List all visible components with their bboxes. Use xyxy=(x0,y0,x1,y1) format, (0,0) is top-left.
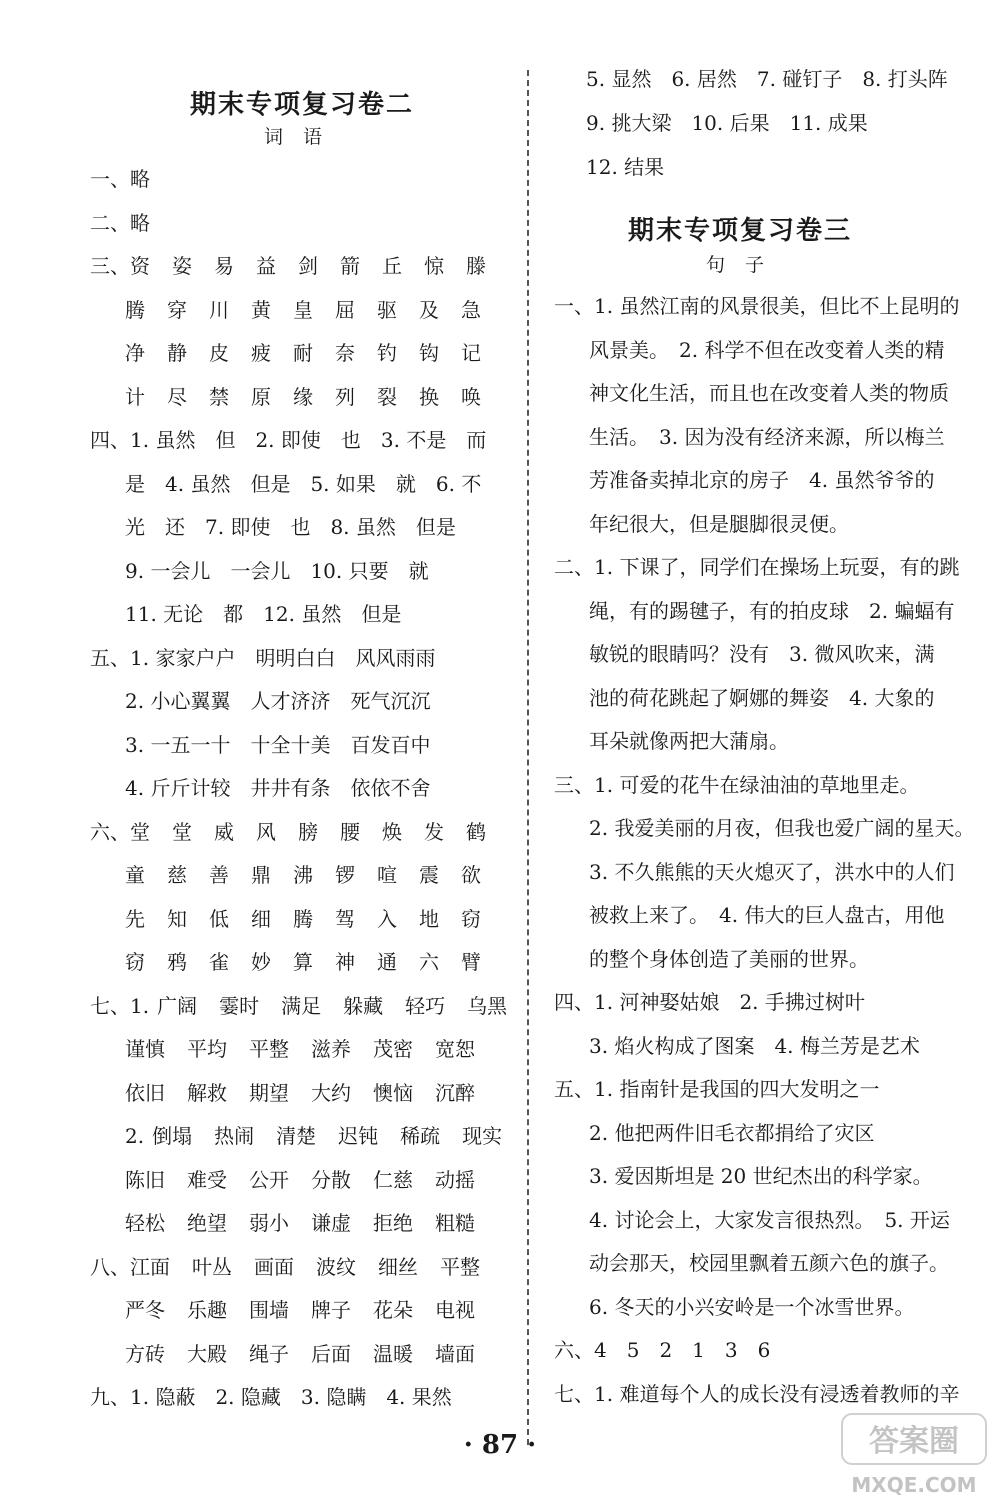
word-item: 倒塌 xyxy=(152,1124,193,1148)
character-cell: 堂 xyxy=(172,819,192,844)
answer-text: 略 xyxy=(130,210,150,235)
word-item: 沉醉 xyxy=(435,1080,475,1105)
character-cell: 箭 xyxy=(340,254,360,278)
character-cell: 益 xyxy=(256,254,276,278)
word-row xyxy=(125,1037,497,1061)
word-item: 细丝 xyxy=(378,1254,418,1279)
word-row xyxy=(125,1168,497,1192)
word-item: 滋养 xyxy=(311,1037,351,1061)
answer-text: 风景美。 2. 科学不但在改变着人类的精 xyxy=(589,337,945,362)
answer-text: 池的荷花跳起了婀娜的舞姿 4. 大象的 xyxy=(589,685,935,710)
answer-line xyxy=(125,340,503,366)
question-marker: 五、 xyxy=(554,1077,594,1101)
answer-line xyxy=(589,337,944,363)
answer-text: 被救上来了。 4. 伟大的巨人盘古，用他 xyxy=(589,903,945,927)
word-item: 严冬 xyxy=(125,1298,165,1322)
word-item: 叶丛 xyxy=(192,1254,232,1279)
answer-text: 神文化生活，而且也在改变着人类的物质 xyxy=(589,381,949,405)
answer-line xyxy=(589,380,949,406)
character-cell: 细 xyxy=(251,906,271,931)
word-item: 波纹 xyxy=(316,1254,356,1279)
answer-line xyxy=(90,645,435,671)
word-item: 乐趣 xyxy=(187,1298,227,1322)
answer-text: 芳准备卖掉北京的房子 4. 虽然爷爷的 xyxy=(589,468,935,492)
answer-text: 3. 不久熊熊的天火熄灭了，洪水中的人们 xyxy=(589,859,955,884)
word-item: 轻巧 xyxy=(405,993,446,1018)
character-cell: 禁 xyxy=(209,384,229,409)
answer-line xyxy=(125,1123,524,1149)
answer-line xyxy=(589,511,849,537)
word-item: 拒绝 xyxy=(373,1211,413,1235)
character-cell: 皮 xyxy=(209,341,229,365)
answer-text: 4. 讨论会上，大家发言很热烈。 5. 开运 xyxy=(589,1207,950,1232)
answer-line xyxy=(554,1076,879,1102)
word-item: 温暖 xyxy=(373,1341,413,1366)
character-cell: 易 xyxy=(214,254,234,278)
word-row xyxy=(152,1124,524,1148)
answer-text: 1. 可爱的花牛在绿油油的草地里走。 xyxy=(594,772,920,797)
character-cell: 欲 xyxy=(461,863,481,887)
character-cell: 疲 xyxy=(251,341,271,365)
word-item: 画面 xyxy=(254,1254,294,1279)
word-item: 陈旧 xyxy=(125,1167,165,1192)
character-cell: 先 xyxy=(125,906,145,931)
character-cell: 威 xyxy=(214,819,234,844)
character-cell: 唤 xyxy=(461,384,481,409)
character-row xyxy=(125,862,503,888)
word-row xyxy=(125,1211,497,1235)
question-marker: 一、 xyxy=(554,294,594,318)
word-item: 分散 xyxy=(311,1167,351,1192)
answer-line xyxy=(125,1341,497,1367)
answer-line xyxy=(90,993,529,1019)
answer-text: 1. 指南针是我国的四大发明之一 xyxy=(594,1077,880,1101)
answer-text: 4. 斤斤计较 井井有条 依依不舍 xyxy=(125,776,431,800)
character-row xyxy=(125,949,503,975)
word-item: 方砖 xyxy=(125,1341,165,1366)
answer-text: 6. 冬天的小兴安岭是一个冰雪世界。 xyxy=(589,1294,915,1319)
answer-line xyxy=(589,859,954,885)
character-cell: 窃 xyxy=(125,950,145,974)
word-item: 绝望 xyxy=(187,1211,227,1235)
character-cell: 腰 xyxy=(340,819,360,844)
answer-line xyxy=(589,641,934,667)
word-row xyxy=(130,1255,502,1279)
word-item: 绳子 xyxy=(249,1341,289,1366)
answer-text: 2. 小心翼翼 人才济济 死气沉沉 xyxy=(125,689,431,713)
character-cell: 屈 xyxy=(335,297,355,322)
question-marker: 六、 xyxy=(90,819,130,844)
answer-text: 3. 爱因斯坦是 20 世纪杰出的科学家。 xyxy=(589,1164,933,1188)
question-marker: 七、 xyxy=(554,1381,594,1406)
answer-line xyxy=(125,949,503,975)
character-cell: 窃 xyxy=(461,906,481,931)
character-cell: 川 xyxy=(209,297,229,322)
watermark-logo xyxy=(834,1408,994,1503)
character-cell: 堂 xyxy=(130,819,150,844)
character-cell: 通 xyxy=(377,950,397,974)
answer-text: 1. 虽然江南的风景很美，但比不上昆明的 xyxy=(594,294,960,318)
answer-text: 1. 下课了，同学们在操场上玩耍，有的跳 xyxy=(594,555,960,579)
character-cell: 膀 xyxy=(298,819,318,844)
answer-text: 1. 虽然 但 2. 即使 也 3. 不是 而 xyxy=(130,428,487,452)
word-item: 霎时 xyxy=(219,993,260,1018)
word-item: 现实 xyxy=(462,1124,503,1148)
character-cell: 资 xyxy=(130,254,150,278)
section-subtitle: 词语 xyxy=(264,126,343,148)
answer-line xyxy=(554,554,959,580)
word-item: 躲藏 xyxy=(343,993,384,1018)
character-row xyxy=(125,384,503,410)
word-item: 平整 xyxy=(249,1037,289,1061)
character-cell: 锣 xyxy=(335,863,355,887)
character-cell: 风 xyxy=(256,819,276,844)
character-cell: 奈 xyxy=(335,341,355,365)
answer-line: 9. 挑大梁 10. 后果 11. 成果 xyxy=(586,111,868,135)
character-cell: 及 xyxy=(419,297,439,322)
character-cell: 妙 xyxy=(251,950,271,974)
answer-text: 4 5 2 1 3 6 xyxy=(594,1338,771,1362)
answer-line xyxy=(554,1337,770,1363)
character-cell: 驾 xyxy=(335,906,355,931)
character-cell: 腾 xyxy=(125,297,145,322)
word-item: 难受 xyxy=(187,1167,227,1192)
character-cell: 剑 xyxy=(298,254,318,278)
character-cell: 知 xyxy=(167,906,187,931)
character-cell: 驱 xyxy=(377,297,397,322)
character-cell: 鹤 xyxy=(466,819,486,844)
watermark-text-top: 答案圈 xyxy=(869,1424,959,1459)
word-item: 谨慎 xyxy=(125,1037,165,1061)
answer-line xyxy=(589,1250,949,1276)
question-marker: 六、 xyxy=(554,1338,594,1362)
answer-text: 年纪很大，但是腿脚很灵便。 xyxy=(589,511,849,536)
question-marker: 四、 xyxy=(554,990,594,1014)
character-cell: 裂 xyxy=(377,384,397,409)
answer-line xyxy=(589,424,944,450)
answer-line xyxy=(90,1254,502,1280)
answer-line xyxy=(589,1207,950,1233)
answer-line xyxy=(589,728,789,754)
character-cell: 慈 xyxy=(167,863,187,887)
question-marker: 九、 xyxy=(90,1385,130,1409)
character-cell: 鼎 xyxy=(251,863,271,887)
answer-text: 1. 难道每个人的成长没有浸透着教师的辛 xyxy=(594,1381,960,1406)
word-item: 懊恼 xyxy=(373,1080,413,1105)
answer-line: 5. 显然 6. 居然 7. 碰钉子 8. 打头阵 xyxy=(586,67,948,91)
question-marker: 二、 xyxy=(90,210,130,235)
section-subtitle: 句子 xyxy=(706,254,785,276)
character-cell: 姿 xyxy=(172,254,192,278)
question-marker: 八、 xyxy=(90,1254,130,1279)
question-marker: 四、 xyxy=(90,428,130,452)
answer-line xyxy=(125,1080,497,1106)
character-cell: 沸 xyxy=(293,863,313,887)
answer-line xyxy=(125,384,503,410)
question-marker: 三、 xyxy=(554,772,594,797)
word-item: 墙面 xyxy=(435,1341,475,1366)
word-item: 围墙 xyxy=(249,1298,289,1322)
answer-text: 2. 他把两件旧毛衣都捐给了灾区 xyxy=(589,1120,875,1145)
answer-text: 3. 焰火构成了图案 4. 梅兰芳是艺术 xyxy=(589,1033,920,1058)
word-item: 平均 xyxy=(187,1037,227,1061)
answer-text: 1. 河神娶姑娘 2. 手拂过树叶 xyxy=(594,990,865,1014)
answer-line xyxy=(125,297,503,323)
character-cell: 神 xyxy=(335,950,355,974)
answer-text: 1. 家家户户 明明白白 风风雨雨 xyxy=(130,645,436,670)
answer-line xyxy=(589,1033,920,1059)
word-item: 宽恕 xyxy=(435,1037,475,1061)
answer-text: 2. xyxy=(125,1124,145,1148)
answer-line xyxy=(90,210,150,236)
answer-line xyxy=(125,1036,497,1062)
word-item: 迟钝 xyxy=(338,1124,379,1148)
answer-text: 2. 我爱美丽的月夜，但我也爱广阔的星天。 xyxy=(589,816,975,840)
character-cell: 净 xyxy=(125,341,145,365)
character-cell: 惊 xyxy=(424,254,444,278)
answer-line xyxy=(589,1294,914,1320)
word-item: 大约 xyxy=(311,1080,351,1105)
answer-line xyxy=(125,1297,497,1323)
character-cell: 臂 xyxy=(461,950,481,974)
word-item: 期望 xyxy=(249,1080,289,1105)
answer-line xyxy=(589,598,954,624)
answer-line xyxy=(90,819,508,845)
character-cell: 六 xyxy=(419,950,439,974)
answer-line xyxy=(125,514,456,540)
answer-text: 11. 无论 都 12. 虽然 但是 xyxy=(125,602,402,626)
answer-line xyxy=(125,862,503,888)
answer-line xyxy=(125,775,430,801)
word-item: 公开 xyxy=(249,1167,289,1192)
character-cell: 列 xyxy=(335,384,355,409)
answer-line xyxy=(125,1167,497,1193)
character-cell: 耐 xyxy=(293,341,313,365)
answer-line xyxy=(90,166,150,192)
character-cell: 原 xyxy=(251,384,271,409)
word-item: 满足 xyxy=(281,993,322,1018)
word-item: 乌黑 xyxy=(467,993,508,1018)
answer-text: 耳朵就像两把大蒲扇。 xyxy=(589,729,789,753)
word-item: 江面 xyxy=(130,1254,170,1279)
answer-line xyxy=(589,1163,933,1189)
character-cell: 鸦 xyxy=(167,950,187,974)
word-item: 清楚 xyxy=(276,1124,317,1148)
character-row xyxy=(125,297,503,323)
word-item: 谦虚 xyxy=(311,1211,351,1235)
character-cell: 黄 xyxy=(251,297,271,322)
answer-line xyxy=(554,772,919,798)
answer-line: 12. 结果 xyxy=(586,155,665,179)
character-row xyxy=(130,253,508,279)
character-cell: 腾 xyxy=(293,906,313,931)
character-cell: 滕 xyxy=(466,254,486,278)
answer-text: 光 还 7. 即使 也 8. 虽然 但是 xyxy=(125,515,456,539)
character-cell: 焕 xyxy=(382,819,402,844)
question-marker: 二、 xyxy=(554,555,594,579)
character-cell: 发 xyxy=(424,819,444,844)
character-cell: 钓 xyxy=(377,341,397,365)
answer-text: 是 4. 虽然 但是 5. 如果 就 6. 不 xyxy=(125,471,482,496)
answer-text: 的整个身体创造了美丽的世界。 xyxy=(589,946,869,971)
word-item: 粗糙 xyxy=(435,1211,475,1235)
character-cell: 震 xyxy=(419,863,439,887)
answer-line xyxy=(589,1120,874,1146)
character-cell: 缘 xyxy=(293,384,313,409)
character-cell: 童 xyxy=(125,863,145,887)
question-marker: 七、 xyxy=(90,993,130,1018)
word-item: 牌子 xyxy=(311,1298,351,1322)
answer-line xyxy=(90,1384,452,1410)
answer-text: 敏锐的眼睛吗？没有 3. 微风吹来，满 xyxy=(589,642,935,666)
answer-line xyxy=(90,253,508,279)
character-cell: 雀 xyxy=(209,950,229,974)
column-divider xyxy=(527,70,529,1445)
character-cell: 穿 xyxy=(167,297,187,322)
character-cell: 静 xyxy=(167,341,187,365)
character-cell: 低 xyxy=(209,906,229,931)
question-marker: 五、 xyxy=(90,645,130,670)
answer-line xyxy=(125,906,503,932)
question-marker: 一、 xyxy=(90,167,130,191)
answer-text: 3. 一五一十 十全十美 百发百中 xyxy=(125,732,431,757)
answer-line xyxy=(125,471,481,497)
word-item: 电视 xyxy=(435,1298,475,1322)
watermark-text-bottom: MXQE.COM xyxy=(851,1473,977,1497)
answer-text: 9. 一会儿 一会儿 10. 只要 就 xyxy=(125,558,429,583)
word-item: 动摇 xyxy=(435,1167,475,1192)
character-cell: 急 xyxy=(461,297,481,322)
character-cell: 钩 xyxy=(419,341,439,365)
word-item: 仁慈 xyxy=(373,1167,413,1192)
word-row xyxy=(125,1342,497,1366)
section-title: 期末专项复习卷三 xyxy=(628,216,853,246)
character-cell: 尽 xyxy=(167,384,187,409)
character-cell: 地 xyxy=(419,906,439,931)
word-row xyxy=(157,994,529,1018)
word-item: 茂密 xyxy=(373,1037,413,1061)
answer-text: 略 xyxy=(130,167,150,191)
answer-line xyxy=(90,427,486,453)
word-item: 轻松 xyxy=(125,1211,165,1235)
word-item: 依旧 xyxy=(125,1080,165,1105)
answer-line xyxy=(125,688,430,714)
answer-line xyxy=(125,601,401,627)
word-item: 花朵 xyxy=(373,1298,413,1322)
answer-line xyxy=(554,1381,959,1407)
answer-line xyxy=(554,293,959,319)
character-cell: 喧 xyxy=(377,863,397,887)
answer-text: 1. xyxy=(130,993,150,1018)
answer-line xyxy=(589,685,934,711)
word-item: 弱小 xyxy=(249,1211,289,1235)
answer-text: 生活。 3. 因为没有经济来源，所以梅兰 xyxy=(589,424,945,449)
character-row xyxy=(125,906,503,932)
word-row xyxy=(125,1081,497,1105)
word-item: 解救 xyxy=(187,1080,227,1105)
answer-line xyxy=(589,815,974,841)
word-item: 稀疏 xyxy=(400,1124,441,1148)
page-number: · 87 · xyxy=(463,1430,537,1460)
word-item: 热闹 xyxy=(214,1124,255,1148)
character-cell: 皇 xyxy=(293,297,313,322)
character-cell: 计 xyxy=(125,384,145,409)
character-cell: 记 xyxy=(461,341,481,365)
character-cell: 换 xyxy=(419,384,439,409)
word-row xyxy=(125,1298,497,1322)
character-row xyxy=(130,819,508,845)
question-marker: 三、 xyxy=(90,254,130,278)
answer-text: 动会那天，校园里飘着五颜六色的旗子。 xyxy=(589,1251,949,1275)
word-item: 广阔 xyxy=(157,993,198,1018)
answer-line xyxy=(554,989,865,1015)
answer-line xyxy=(589,946,869,972)
character-cell: 善 xyxy=(209,863,229,887)
answer-text: 绳，有的踢毽子，有的拍皮球 2. 蝙蝠有 xyxy=(589,598,955,623)
section-title: 期末专项复习卷二 xyxy=(190,90,415,120)
character-cell: 入 xyxy=(377,906,397,931)
word-item: 后面 xyxy=(311,1341,351,1366)
word-item: 平整 xyxy=(440,1254,480,1279)
character-cell: 算 xyxy=(293,950,313,974)
answer-text: 1. 隐蔽 2. 隐藏 3. 隐瞒 4. 果然 xyxy=(130,1385,452,1409)
answer-line xyxy=(125,1210,497,1236)
character-cell: 丘 xyxy=(382,254,402,278)
answer-line xyxy=(589,902,944,928)
answer-line xyxy=(125,558,429,584)
character-row xyxy=(125,340,503,366)
answer-line xyxy=(589,467,934,493)
word-item: 大殿 xyxy=(187,1341,227,1366)
answer-line xyxy=(125,732,430,758)
